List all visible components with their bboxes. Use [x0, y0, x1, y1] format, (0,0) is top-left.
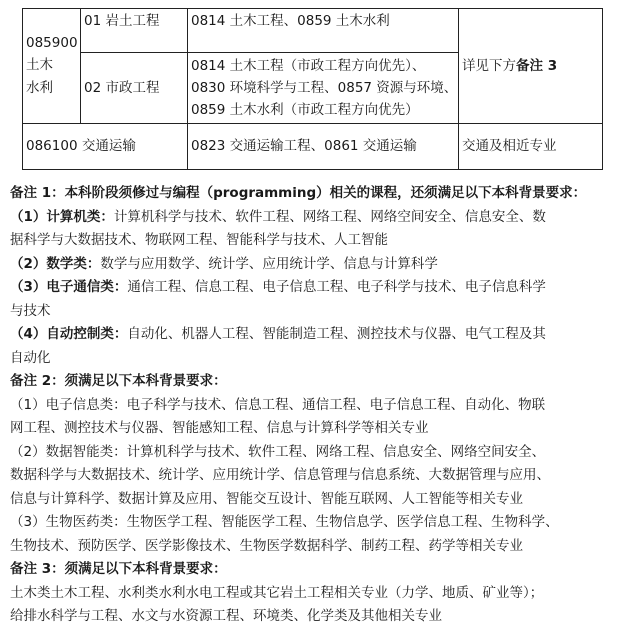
subjects-cell: 0814 土木工程、0859 土木水利: [188, 9, 459, 53]
note3-line: 给排水科学与工程、水文与水资源工程、环境类、化学类及其他相关专业: [10, 608, 442, 624]
subjects-line: 0814 土木工程（市政工程方向优先）、: [191, 58, 426, 74]
note1-item-label: （2）数学类：: [10, 255, 101, 272]
program-cell: 086100 交通运输: [23, 124, 188, 170]
table-row: [23, 124, 603, 170]
requirement-note-ref: 备注 3: [516, 57, 558, 74]
note1-item-label: （1）计算机类：: [10, 208, 114, 225]
note1-item: [10, 276, 614, 300]
note2-item-line: （3）生物医药类：生物医学工程、智能医学工程、生物信息学、医学信息工程、生物科学、: [10, 514, 559, 530]
program-name: [26, 54, 77, 100]
direction-cell: 02 市政工程: [81, 53, 188, 124]
note1-item-text: 自动化、机器人工程、智能制造工程、测控技术与仪器、电气工程及其: [127, 326, 546, 342]
note1-item-text: 计算机科学与技术、软件工程、网络工程、网络空间安全、信息安全、数: [113, 208, 546, 225]
note2-item-line: 网工程、测控技术与仪器、智能感知工程、信息与计算科学等相关专业: [10, 420, 429, 436]
note1-heading: 备注 1：本科阶段须修过与编程（programming）相关的课程，还须满足以下本科背景要求：: [10, 185, 587, 201]
requirement-cell: [459, 9, 603, 124]
note3-line: 土木类土木工程、水利类水利水电工程或其它岩土工程相关专业（力学、地质、矿业等）；: [10, 584, 544, 601]
note1-item-label: （3）电子通信类：: [10, 279, 128, 295]
note1-item: [10, 323, 614, 347]
requirement-prefix: 详见下方: [462, 57, 516, 74]
table-row: [23, 9, 603, 53]
admission-table: [22, 8, 603, 170]
subjects-cell: [188, 53, 459, 124]
note2-item-line: 数据科学与大数据技术、统计学、应用统计学、信息管理与信息系统、大数据管理与应用、: [10, 467, 550, 483]
note1-item: [10, 253, 614, 277]
note2-item-line: 信息与计算科学、数据计算及应用、智能交互设计、智能互联网、人工智能等相关专业: [10, 490, 523, 507]
direction-cell: 01 岩土工程: [81, 9, 188, 53]
note1-item-cont: 据科学与大数据技术、物联网工程、智能科学与技术、人工智能: [10, 232, 388, 248]
subjects-line: 0859 土木水利（市政工程方向优先）: [191, 102, 419, 118]
note2-item-line: 生物技术、预防医学、医学影像技术、生物医学数据科学、制药工程、药学等相关专业: [10, 537, 523, 554]
subjects-cell: 0823 交通运输工程、0861 交通运输: [188, 124, 459, 170]
program-cell: [23, 9, 81, 124]
note1-item-cont: 自动化: [10, 349, 51, 366]
note1-item-text: 数学与应用数学、统计学、应用统计学、信息与计算科学: [100, 255, 438, 272]
note2-item-line: （2）数据智能类：计算机科学与技术、软件工程、网络工程、信息安全、网络空间安全、: [10, 443, 546, 460]
program-code: 085900: [26, 34, 78, 51]
note3-heading: 备注 3：须满足以下本科背景要求：: [10, 561, 227, 577]
note2-heading: 备注 2：须满足以下本科背景要求：: [10, 373, 227, 389]
requirement-cell: 交通及相近专业: [459, 124, 603, 170]
note1-item-cont: 与技术: [10, 302, 51, 319]
note1-item-text: 通信工程、信息工程、电子信息工程、电子科学与技术、电子信息科学: [127, 279, 546, 295]
notes-section: [10, 182, 614, 629]
subjects-line: 0830 环境科学与工程、0857 资源与环境、: [191, 80, 458, 96]
note1-item-label: （4）自动控制类：: [10, 326, 128, 342]
program-name-line1: 土木: [26, 56, 53, 73]
note2-item-line: （1）电子信息类：电子科学与技术、信息工程、通信工程、电子信息工程、自动化、物联: [10, 396, 546, 413]
program-name-line2: 水利: [26, 79, 53, 96]
note1-item: [10, 206, 614, 230]
